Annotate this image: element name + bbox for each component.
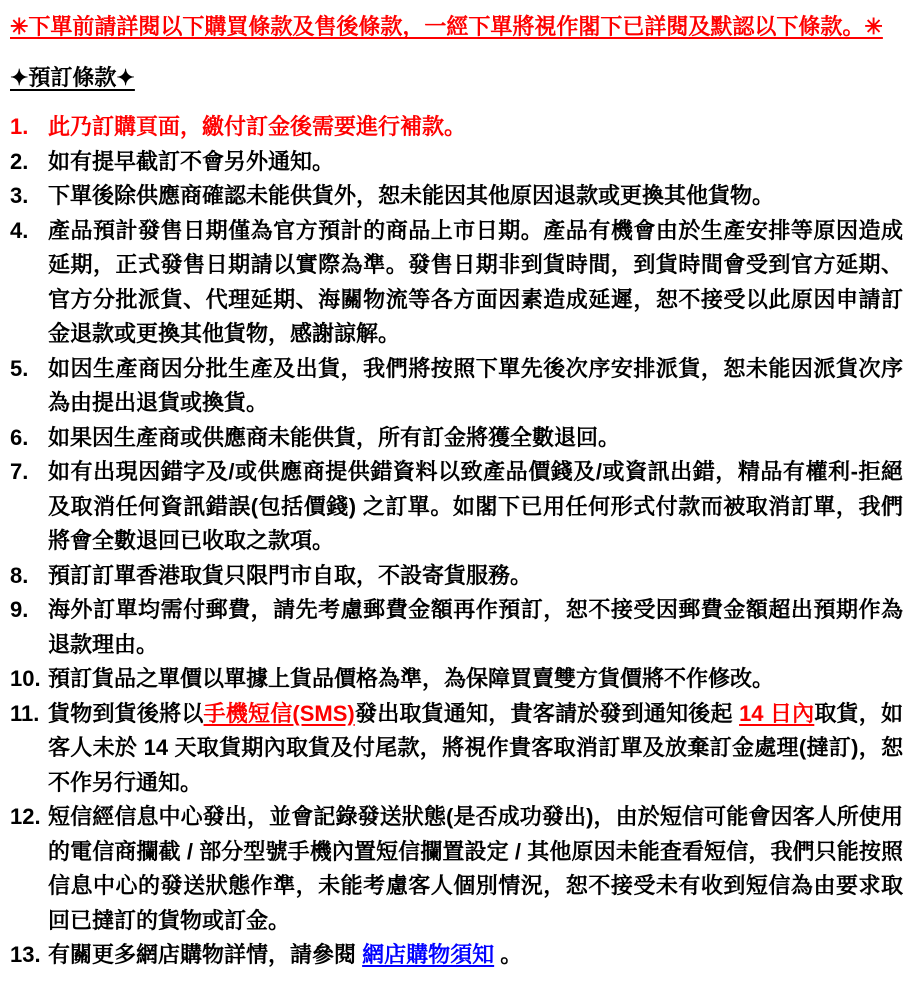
- term-number: 8.: [10, 562, 29, 588]
- terms-list: [10, 110, 903, 973]
- term-text: [48, 597, 903, 657]
- term-text-segment: 此乃訂購頁面，繳付訂金後需要進行補款。: [48, 114, 467, 139]
- term-item: [10, 662, 903, 697]
- term-text: [48, 804, 903, 933]
- term-number: 13.: [10, 942, 41, 967]
- red-underline-emphasis: 14 日內: [739, 700, 815, 726]
- term-text-segment: 海外訂單均需付郵費，請先考慮郵費金額再作預訂，恕不接受因郵費金額超出預期作為退款理由。: [48, 597, 903, 657]
- term-item: [10, 697, 903, 801]
- term-text: [48, 149, 334, 174]
- term-item: [10, 421, 903, 456]
- term-text-segment: 短信經信息中心發出，並會記錄發送狀態(是否成功發出)，由於短信可能會因客人所使用的電信商攔截 / 部分型號手機內置短信攔置設定 / 其他原因未能査看短信，我們只能按照信息中心的發送狀態作準，未能考慮客人個別情況，恕不接受未有收到短信為由要求取回已撻訂的貨物或訂金。: [48, 804, 903, 933]
- term-item: [10, 938, 903, 973]
- term-item: [10, 214, 903, 352]
- term-item: [10, 352, 903, 421]
- term-text: [48, 356, 903, 416]
- term-text-segment: 預訂貨品之單價以單據上貨品價格為準，為保障買賣雙方貨價將不作修改。: [48, 666, 775, 691]
- red-underline-emphasis: 手機短信(SMS): [203, 700, 355, 726]
- term-text: [48, 563, 532, 588]
- term-number: 11.: [10, 700, 40, 726]
- term-number: 10.: [10, 666, 41, 691]
- term-item: [10, 800, 903, 938]
- term-text-segment: 取貨，如客人未於 14 天取貨期內取貨及付尾款，將視作貴客取消訂單及放棄訂金處理(撻訂)，恕不作另行通知。: [48, 700, 903, 795]
- term-number: 4.: [10, 217, 29, 243]
- term-number: 9.: [10, 597, 29, 622]
- term-number: 5.: [10, 355, 29, 381]
- term-item: [10, 559, 903, 594]
- pre-order-warning-header: ✳下單前請詳閱以下購買條款及售後條款，一經下單將視作閣下已詳閱及默認以下條款。✳: [10, 14, 883, 39]
- term-text: [48, 425, 620, 450]
- term-text: [48, 183, 774, 208]
- term-text-segment: 如因生產商因分批生產及出貨，我們將按照下單先後次序安排派貨，恕未能因派貨次序為由提出退貨或換貨。: [48, 355, 903, 415]
- term-number: 12.: [10, 804, 41, 829]
- term-text-segment: 有關更多網店購物詳情，請參閱: [48, 942, 363, 967]
- term-item: [10, 110, 903, 145]
- term-text-segment: 下單後除供應商確認未能供貨外，恕未能因其他原因退款或更換其他貨物。: [48, 183, 775, 208]
- term-item: [10, 145, 903, 180]
- term-text-segment: 產品預計發售日期僅為官方預計的商品上市日期。產品有機會由於生產安排等原因造成延期，正式發售日期請以實際為準。發售日期非到貨時間，到貨時間會受到官方延期、官方分批派貨、代理延期、海關物流等各方面因素造成延遲，恕不接受以此原因申請訂金退款或更換其他貨物，感謝諒解。: [48, 217, 903, 346]
- term-number: 2.: [10, 148, 29, 174]
- term-text: [48, 114, 466, 139]
- shop-guide-link[interactable]: 網店購物須知: [362, 942, 495, 967]
- term-number: 6.: [10, 424, 29, 450]
- term-text-segment: 如有提早截訂不會另外通知。: [48, 148, 335, 174]
- term-text: [48, 701, 903, 795]
- section-title-preorder-terms: ✦預訂條款✦: [10, 65, 135, 90]
- term-number: 1.: [10, 114, 29, 139]
- term-text-segment: 如有出現因錯字及/或供應商提供錯資料以致產品價錢及/或資訊出錯，精品有權利-拒絕及取消任何資訊錯誤(包括價錢) 之訂單。如閣下已用任何形式付款而被取消訂單，我們將會全數退回已收取之款項。: [48, 459, 903, 553]
- term-text-segment: 預訂訂單香港取貨只限門市自取，不設寄貨服務。: [48, 562, 533, 588]
- term-item: [10, 179, 903, 214]
- term-text-segment: 發出取貨通知，貴客請於發到通知後起: [354, 700, 740, 726]
- term-text: [48, 666, 774, 691]
- term-text-segment: 貨物到貨後將以: [48, 700, 204, 726]
- term-item: [10, 593, 903, 662]
- term-number: 7.: [10, 459, 29, 484]
- term-text: [48, 218, 903, 347]
- term-item: [10, 455, 903, 559]
- term-text-segment: 。: [494, 942, 523, 967]
- term-text: [48, 942, 522, 967]
- term-text: [48, 459, 903, 553]
- term-text-segment: 如果因生產商或供應商未能供貨，所有訂金將獲全數退回。: [48, 424, 621, 450]
- term-number: 3.: [10, 183, 29, 208]
